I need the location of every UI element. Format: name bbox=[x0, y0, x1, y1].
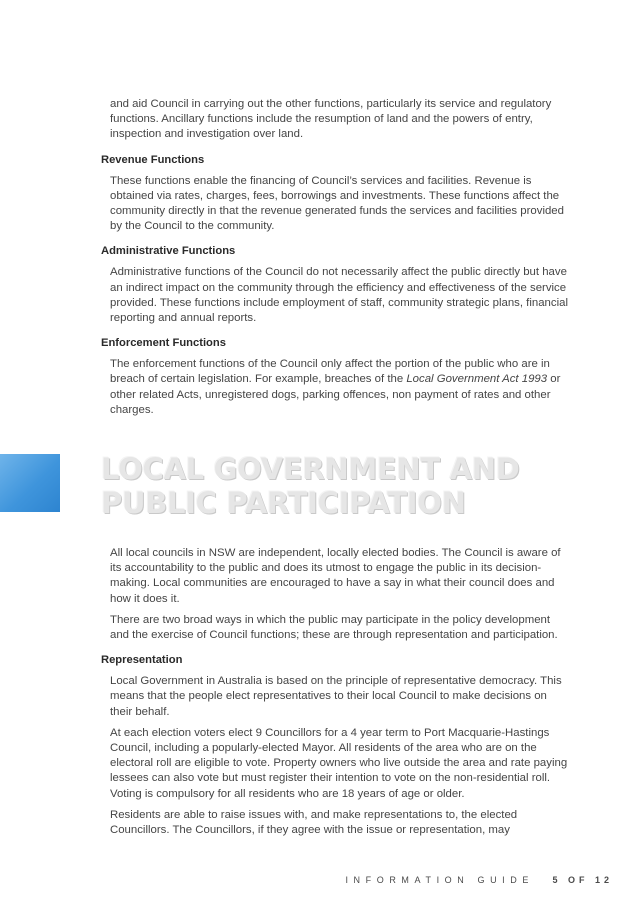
administrative-functions-text: Administrative functions of the Council do not necessarily affect the public directly but have an indirect impact on the community through the efficiency and effectiveness of the service provided. These functions include employment of staff, community strategic plans, financial reporting and annual reports. bbox=[110, 266, 568, 325]
footer-guide-label: INFORMATION GUIDE bbox=[345, 875, 534, 885]
section-heading-line1: LOCAL GOVERNMENT AND bbox=[101, 452, 520, 486]
administrative-functions-heading: Administrative Functions bbox=[101, 245, 236, 258]
section-accent-block bbox=[0, 454, 60, 512]
section-public-participation bbox=[101, 546, 569, 844]
representation-paragraph-2: At each election voters elect 9 Councillors for a 4 year term to Port Macquarie-Hastings Council, including a popularly-elected Mayor. All residents of the area who are on the electoral roll are eligible to vote. Property owners who live outside the area and rate paying lessees can also vote but must register their intention to vote on the non-residential roll. Voting is compulsory for all residents who are 18 years of age or older. bbox=[110, 726, 568, 800]
enforcement-functions-heading: Enforcement Functions bbox=[101, 337, 226, 350]
local-government-act-link-text: Local Government Act 1993 bbox=[406, 373, 548, 386]
revenue-functions-text: These functions enable the financing of Council’s services and facilities. Revenue is obtained via rates, charges, fees, borrowings and investments. These functions affect the community directly in that the revenue generated funds the services and facilities provided by the Council to the community. bbox=[110, 174, 564, 233]
intro-paragraph: and aid Council in carrying out the other functions, particularly its service and regulatory functions. Ancillary functions include the resumption of land and the powers of entry, inspection and investigation over land. bbox=[110, 98, 552, 141]
page-footer bbox=[345, 875, 613, 885]
representation-heading: Representation bbox=[101, 654, 183, 667]
section-functions bbox=[101, 97, 569, 424]
enforcement-text-before: The enforcement functions of the Council only affect the portion of the public who are in breach of certain legislation. For example, breaches of the bbox=[110, 358, 550, 386]
enforcement-text-after: or other related Acts, unregistered dogs, parking offences, non payment of rates and other charges. bbox=[110, 373, 561, 416]
section-heading-line2: PUBLIC PARTICIPATION bbox=[101, 486, 466, 520]
representation-paragraph-1: Local Government in Australia is based on the principle of representative democracy. This means that the people elect representatives to their local Council to make decisions on their behalf. bbox=[110, 675, 562, 718]
section-heading bbox=[101, 452, 601, 520]
participation-paragraph-2: There are two broad ways in which the public may participate in the policy development and the exercise of Council functions; these are through representation and participation. bbox=[110, 613, 558, 642]
enforcement-functions-text bbox=[110, 357, 569, 418]
representation-paragraph-3: Residents are able to raise issues with, and make representations to, the elected Councillors. The Councillors, if they agree with the issue or representation, may bbox=[110, 808, 518, 837]
footer-page-number: 5 OF 12 bbox=[552, 875, 613, 885]
revenue-functions-heading: Revenue Functions bbox=[101, 153, 205, 166]
participation-paragraph-1: All local councils in NSW are independent, locally elected bodies. The Council is aware of its accountability to the public and does its utmost to engage the public in its decision-making. Local communities are encouraged to have a say in what their council does and how it does it. bbox=[110, 547, 561, 605]
